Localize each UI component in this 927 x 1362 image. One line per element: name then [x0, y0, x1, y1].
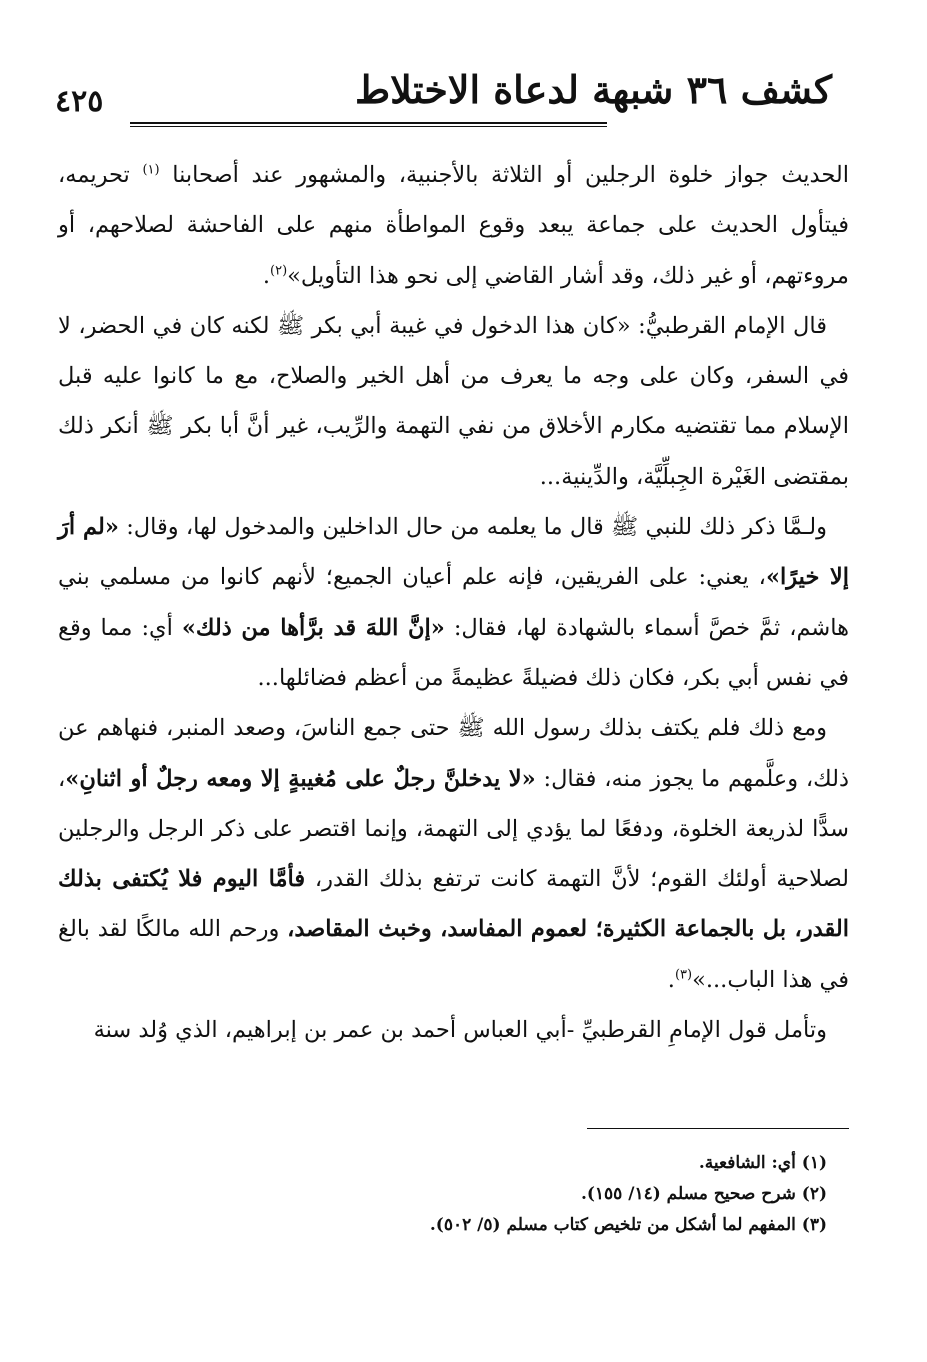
- main-text: [58, 150, 849, 1055]
- hadith-quote-3: «لا يدخلنَّ رجلٌ على مُغيبةٍ إلا ومعه رجلٌ أو اثنانِ»: [65, 765, 536, 792]
- paragraph-2: [58, 301, 849, 502]
- hadith-quote-2: «إنَّ اللهَ قد برَّأها من ذلك»: [181, 614, 445, 641]
- paragraph-5: [58, 1005, 849, 1055]
- p2-text: قال الإمام القرطبيُّ: «كان هذا الدخول في غيبة أبي بكر ﷺ لكنه كان في الحضر، لا في السفر، وكان على وجه ما يعرف من أهل الخير والصلاح، مع ما كانوا عليه قبل الإسلام مما تقتضيه مكارم الأخلاق من نفي التهمة والرِّيب، غير أنَّ أبا بكر ﷺ أنكر ذلك بمقتضى الغَيْرة الجِبلِّيَّة، والدِّينية...: [58, 312, 849, 490]
- header-rule: [130, 122, 607, 124]
- paragraph-3: [58, 502, 849, 703]
- footnote-separator: [587, 1128, 849, 1129]
- footnote-1: (١) أي: الشافعية.: [698, 1153, 827, 1173]
- book-title: كشف ٣٦ شبهة لدعاة الاختلاط: [355, 67, 832, 112]
- p3-text-b: ، يعني: على الفريقين، فإنه علم أعيان الجميع؛ لأنهم كانوا من مسلمي بني هاشم، ثمَّ خصَّ أسماء بالشهادة لها، فقال:: [58, 564, 850, 641]
- p4-text-a: ومع ذلك فلم يكتف بذلك رسول الله ﷺ حتى جمع الناسَ، وصعد المنبر، فنهاهم عن ذلك، وعلَّمهم ما يجوز منه، فقال:: [58, 715, 849, 792]
- p4-text-b: ، سدًّا لذريعة الخلوة، ودفعًا لما يؤدي إلى التهمة، وإنما اقتصر على ذكر الرجل والرجلين لصلاحية أولئك القوم؛ لأنَّ التهمة كانت ترتفع بذلك القدر،: [58, 765, 849, 893]
- footnote-ref-2: (٢): [270, 263, 288, 279]
- footnote-3: (٣) المفهم لما أشكل من تلخيص كتاب مسلم (٥/ ٥٠٢).: [429, 1215, 827, 1235]
- hadith-quote-1: «لم أرَ إلا خيرًا»: [58, 514, 849, 591]
- p3-text-a: ولـمَّا ذكر ذلك للنبي ﷺ قال ما يعلمه من حال الداخلين والمدخول لها، وقال:: [126, 514, 828, 541]
- footnote-ref-1: (١): [142, 162, 160, 178]
- p4-bold-text: فأمَّا اليوم فلا يُكتفى بذلك القدر، بل بالجماعة الكثيرة؛ لعموم المفاسد، وخبث المقاصد،: [58, 866, 849, 943]
- footnote-ref-3: (٣): [674, 967, 693, 983]
- footnotes: [100, 1148, 827, 1241]
- header-rule-thin: [130, 126, 607, 127]
- paragraph-4: ومع ذلك فلم يكتف بذلك رسول الله ﷺ حتى جمع الناسَ، وصعد المنبر، فنهاهم عن ذلك، وعلَّمهم ما يجوز منه، فقال: «لا يدخلنَّ رجلٌ على مُغيبةٍ إلا ومعه رجلٌ أو اثنانِ»، سدًّا لذريعة الخلوة، ودفعًا لما يؤدي إلى التهمة، وإنما اقتصر على ذكر الرجل والرجلين لصلاحية أولئك القوم؛ لأنَّ التهمة كانت ترتفع بذلك القدر، فأمَّا اليوم فلا يُكتفى بذلك القدر، بل بالجماعة الكثيرة؛ لعموم المفاسد، وخبث المقاصد، ورحم الله مالكًا لقد بالغ في هذا الباب...»$^{(٣)}$.: [58, 715, 849, 993]
- p1-line2: تحريمه، فيتأول الحديث على جماعة يبعد وقوع المواطأة منهم على الفاحشة لصلاحهم، أو مروءتهم، أو غير ذلك، وقد أشار القاضي إلى نحو هذا التأويل»: [58, 162, 849, 289]
- paragraph-1: الحديث جواز خلوة الرجلين أو الثلاثة بالأجنبية، والمشهور عند أصحابنا $^{(١)}$ تحريمه، فيتأول الحديث على جماعة يبعد وقوع المواطأة منهم على الفاحشة لصلاحهم، أو مروءتهم، أو غير ذلك، وقد أشار القاضي إلى نحو هذا التأويل»$^{(٢)}$.: [58, 162, 849, 289]
- page-number: ٤٢٥: [55, 84, 104, 119]
- p3-text-c: أي: مما وقع في نفس أبي بكر، فكان ذلك فضيلةً عظيمةً من أعظم فضائلها...: [58, 614, 849, 691]
- p4-text-c: ورحم الله مالكًا لقد بالغ في هذا الباب...»: [58, 916, 849, 993]
- footnote-2: (٢) شرح صحيح مسلم (١٤/ ١٥٥).: [580, 1184, 827, 1204]
- p5-text: وتأمل قول الإمامِ القرطبيِّ -أبي العباس أحمد بن عمر بن إبراهيم، الذي وُلد سنة: [93, 1017, 827, 1044]
- running-header: [55, 60, 832, 130]
- p1-line1: الحديث جواز خلوة الرجلين أو الثلاثة بالأجنبية، والمشهور عند أصحابنا: [172, 162, 849, 188]
